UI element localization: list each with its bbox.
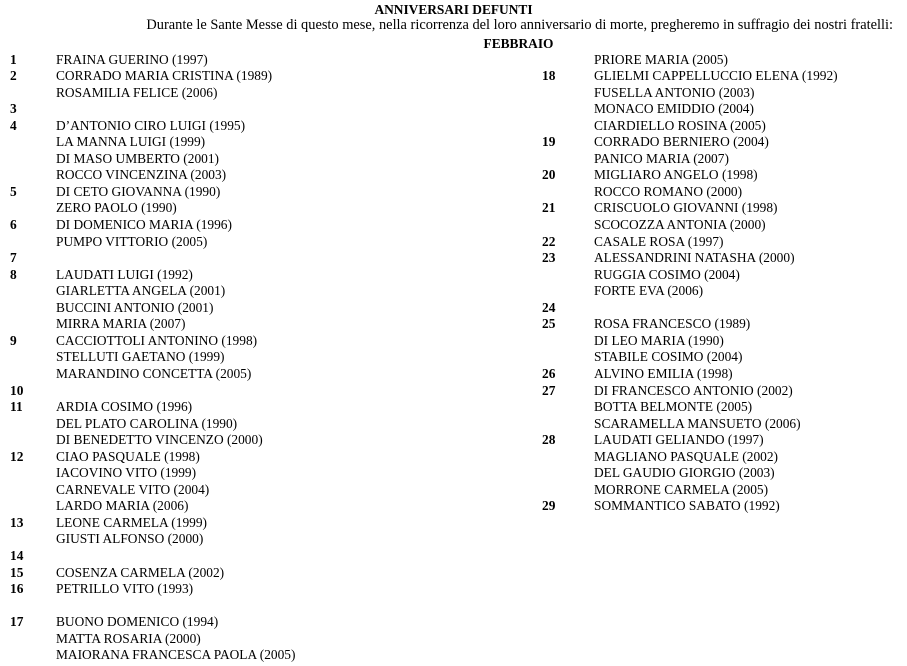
deceased-name: MATTA ROSARIA (2000) <box>56 630 201 646</box>
deceased-name: PETRILLO VITO (1993) <box>56 581 194 597</box>
deceased-name: BUCCINI ANTONIO (2001) <box>56 299 214 315</box>
deceased-name: GIARLETTA ANGELA (2001) <box>56 283 226 299</box>
list-item <box>0 184 907 201</box>
list-item <box>0 548 907 565</box>
day-number: 20 <box>542 167 556 183</box>
day-number: 4 <box>10 117 17 133</box>
deceased-name: BOTTA BELMONTE (2005) <box>594 399 753 415</box>
deceased-name: MIRRA MARIA (2007) <box>56 316 186 332</box>
deceased-name: GLIELMI CAPPELLUCCIO ELENA (1992) <box>594 68 838 84</box>
deceased-name: DI MASO UMBERTO (2001) <box>56 150 219 166</box>
deceased-name: ARDIA COSIMO (1996) <box>56 399 193 415</box>
day-number: 6 <box>10 217 17 232</box>
deceased-name: D’ANTONIO CIRO LUIGI (1995) <box>56 117 246 133</box>
list-item <box>0 250 907 267</box>
deceased-name: PRIORE MARIA (2005) <box>594 51 728 67</box>
day-number: 17 <box>10 614 24 630</box>
day-number: 19 <box>542 134 556 150</box>
deceased-name: SOMMANTICO SABATO (1992) <box>594 498 780 514</box>
deceased-name: STELLUTI GAETANO (1999) <box>56 349 225 365</box>
day-number: 25 <box>542 316 556 332</box>
list-item <box>0 581 907 598</box>
day-number: 3 <box>10 101 17 117</box>
day-number: 18 <box>542 68 556 84</box>
deceased-name: PANICO MARIA (2007) <box>594 150 729 166</box>
deceased-name: DEL PLATO CAROLINA (1990) <box>56 415 238 431</box>
day-number: 10 <box>10 382 24 398</box>
day-number: 14 <box>10 548 24 563</box>
list-item <box>0 234 907 251</box>
day-number: 16 <box>10 581 24 597</box>
list-item <box>0 631 907 648</box>
list-item <box>0 465 907 482</box>
deceased-name: MONACO EMIDDIO (2004) <box>594 101 754 117</box>
day-number: 5 <box>10 183 17 199</box>
day-number: 7 <box>10 250 17 266</box>
list-item <box>0 598 907 615</box>
deceased-name: CARNEVALE VITO (2004) <box>56 481 210 497</box>
deceased-name: CORRADO BERNIERO (2004) <box>594 134 769 150</box>
deceased-name: CRISCUOLO GIOVANNI (1998) <box>594 200 778 216</box>
list-item <box>0 416 907 433</box>
day-number: 29 <box>542 498 556 514</box>
day-number: 23 <box>542 250 556 266</box>
deceased-name: FRAINA GUERINO (1997) <box>56 51 208 67</box>
list-item <box>0 432 907 449</box>
list-item <box>0 101 907 118</box>
page-title: ANNIVERSARI DEFUNTI <box>374 2 533 17</box>
day-number: 2 <box>10 68 17 84</box>
deceased-name: FUSELLA ANTONIO (2003) <box>594 84 755 100</box>
list-item <box>0 366 907 383</box>
list-item <box>0 383 907 400</box>
list-item <box>0 515 907 532</box>
deceased-name: DEL GAUDIO GIORGIO (2003) <box>594 465 775 481</box>
page-subtitle: Durante le Sante Messe di questo mese, nella ricorrenza del loro anniversario di morte, pregheremo in suffragio dei nostri fratelli: <box>146 17 893 33</box>
list-item <box>0 498 907 515</box>
deceased-name: DI FRANCESCO ANTONIO (2002) <box>594 382 793 398</box>
list-item <box>0 531 907 548</box>
list-item <box>0 151 907 168</box>
day-number: 15 <box>10 564 24 580</box>
day-number: 13 <box>10 514 24 530</box>
deceased-name: COSENZA CARMELA (2002) <box>56 564 225 580</box>
deceased-name: ZERO PAOLO (1990) <box>56 200 177 216</box>
deceased-name: MARANDINO CONCETTA (2005) <box>56 365 252 381</box>
deceased-name: ALVINO EMILIA (1998) <box>594 365 733 381</box>
day-number: 9 <box>10 332 17 348</box>
list-item <box>0 52 907 69</box>
day-number: 12 <box>10 448 24 464</box>
deceased-name: ROCCO VINCENZINA (2003) <box>56 167 227 183</box>
list-item <box>0 68 907 85</box>
deceased-name: CORRADO MARIA CRISTINA (1989) <box>56 68 273 84</box>
list-item <box>0 134 907 151</box>
list-item <box>0 399 907 416</box>
deceased-name: DI CETO GIOVANNA (1990) <box>56 183 221 199</box>
deceased-name: SCARAMELLA MANSUETO (2006) <box>594 415 801 431</box>
deceased-name: ROSA FRANCESCO (1989) <box>594 316 751 332</box>
deceased-name: CACCIOTTOLI ANTONINO (1998) <box>56 332 258 348</box>
list-item <box>0 614 907 631</box>
list-item <box>0 565 907 582</box>
deceased-name: CIAO PASQUALE (1998) <box>56 448 200 464</box>
deceased-name: LAUDATI LUIGI (1992) <box>56 266 193 282</box>
list-item <box>0 283 907 300</box>
deceased-name: CIARDIELLO ROSINA (2005) <box>594 117 766 133</box>
deceased-name: CASALE ROSA (1997) <box>594 233 724 249</box>
month-heading: FEBBRAIO <box>483 36 554 51</box>
list-item <box>0 349 907 366</box>
deceased-name: PUMPO VITTORIO (2005) <box>56 233 208 249</box>
day-number: 26 <box>542 365 556 381</box>
deceased-name: SCOCOZZA ANTONIA (2000) <box>594 217 766 232</box>
list-item <box>0 449 907 466</box>
list-item <box>0 333 907 350</box>
deceased-name: MAIORANA FRANCESCA PAOLA (2005) <box>56 647 296 663</box>
list-item <box>0 217 907 234</box>
day-number: 22 <box>542 233 556 249</box>
deceased-name: FORTE EVA (2006) <box>594 283 704 299</box>
list-item <box>0 647 907 664</box>
deceased-name: ROCCO ROMANO (2000) <box>594 183 743 199</box>
deceased-name: DI DOMENICO MARIA (1996) <box>56 217 232 232</box>
deceased-name: STABILE COSIMO (2004) <box>594 349 743 365</box>
day-number: 24 <box>542 299 556 315</box>
day-number: 1 <box>10 51 17 67</box>
list-item <box>0 482 907 499</box>
list-item <box>0 85 907 102</box>
list-item <box>0 167 907 184</box>
list-item <box>0 267 907 284</box>
deceased-name: MIGLIARO ANGELO (1998) <box>594 167 758 183</box>
deceased-name: LA MANNA LUIGI (1999) <box>56 134 206 150</box>
deceased-name: ROSAMILIA FELICE (2006) <box>56 84 218 100</box>
deceased-name: BUONO DOMENICO (1994) <box>56 614 219 630</box>
day-number: 21 <box>542 200 556 216</box>
day-number: 27 <box>542 382 556 398</box>
deceased-name: DI BENEDETTO VINCENZO (2000) <box>56 432 263 448</box>
day-number: 11 <box>10 399 23 415</box>
deceased-name: LARDO MARIA (2006) <box>56 498 189 514</box>
list-item <box>0 118 907 135</box>
deceased-name: IACOVINO VITO (1999) <box>56 465 197 481</box>
deceased-name: GIUSTI ALFONSO (2000) <box>56 531 204 547</box>
list-item <box>0 200 907 217</box>
list-item <box>0 300 907 317</box>
list-item <box>0 316 907 333</box>
deceased-name: LAUDATI GELIANDO (1997) <box>594 432 764 448</box>
deceased-name: DI LEO MARIA (1990) <box>594 332 724 348</box>
deceased-name: MAGLIANO PASQUALE (2002) <box>594 448 778 464</box>
day-number: 28 <box>542 432 556 448</box>
deceased-name: LEONE CARMELA (1999) <box>56 514 208 530</box>
deceased-name: ALESSANDRINI NATASHA (2000) <box>594 250 795 266</box>
day-number: 8 <box>10 266 17 282</box>
deceased-name: RUGGIA COSIMO (2004) <box>594 266 740 282</box>
deceased-name: MORRONE CARMELA (2005) <box>594 481 769 497</box>
